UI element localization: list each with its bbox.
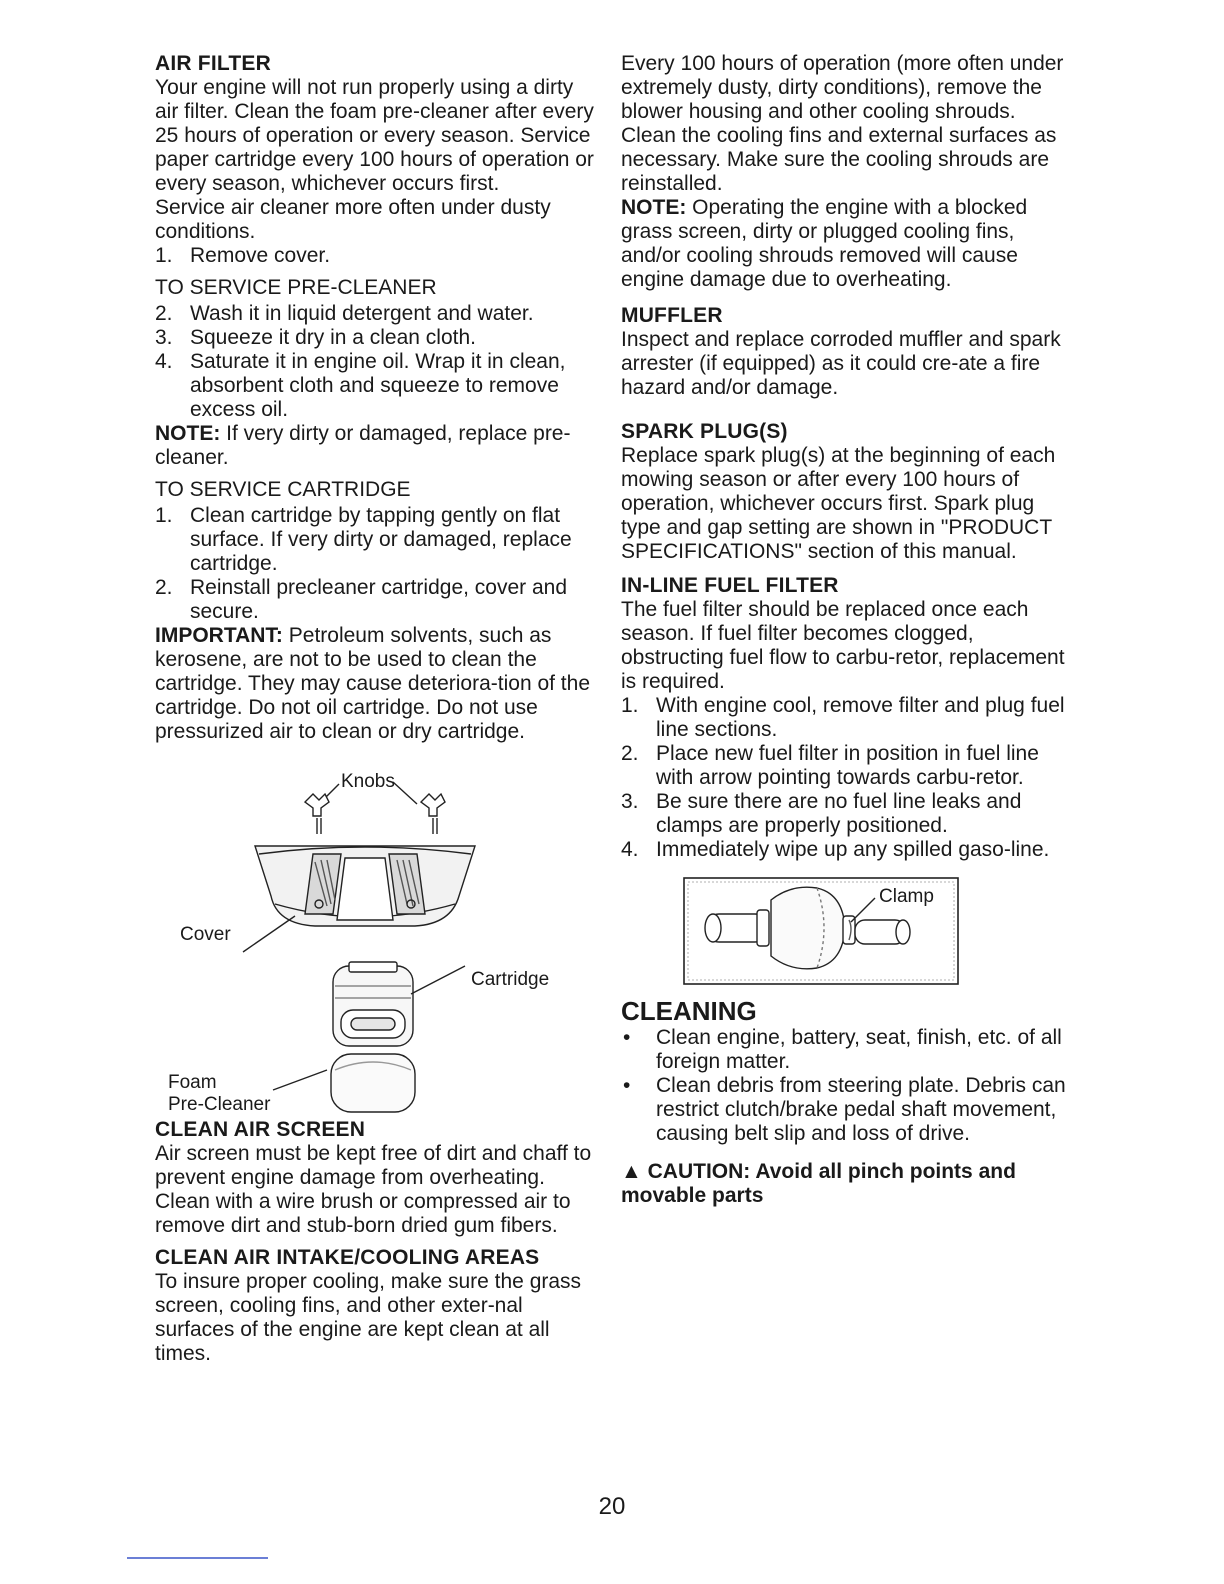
step-number: 3.: [621, 790, 639, 813]
step-item: [621, 742, 1066, 790]
cooling-text: Every 100 hours of operation (more often under extremely dusty, dirty conditions), remove the blower housing and other cooling shrouds. Clean the cooling fins and external surfaces as necessary. Make sure the cooling shrouds are reinstalled.: [621, 52, 1064, 195]
step-text: Be sure there are no fuel line leaks and clamps are properly positioned.: [656, 790, 1022, 837]
knobs-label: Knobs: [341, 771, 395, 792]
step-number: 4.: [621, 838, 639, 861]
air-screen-text: Air screen must be kept free of dirt and chaff to prevent engine damage from overheating. Clean with a wire brush or compressed air to remove dirt and stub-born dried gum fibers.: [155, 1142, 592, 1237]
intake-heading: CLEAN AIR INTAKE/COOLING AREAS: [155, 1246, 540, 1269]
cartridge-shape: [333, 962, 413, 1046]
foam-label: Foam: [168, 1072, 217, 1093]
step-item: [621, 694, 1066, 742]
remove-cover-step: [155, 244, 595, 268]
step-text: Clean cartridge by tapping gently on flat surface. If very dirty or damaged, replace cartridge.: [190, 504, 572, 575]
pre-cleaner-label: Pre-Cleaner: [168, 1094, 271, 1114]
step-text: Wash it in liquid detergent and water.: [190, 302, 534, 325]
step-number: 2.: [155, 302, 173, 325]
step-text: Immediately wipe up any spilled gaso-line.: [656, 838, 1050, 861]
spark-plug-heading: SPARK PLUG(S): [621, 420, 788, 443]
warning-triangle-icon: ▲: [621, 1160, 642, 1183]
air-filter-service-note: Service air cleaner more often under dusty conditions.: [155, 196, 551, 243]
cover-shape: [255, 846, 475, 926]
fuel-filter-illustration: [621, 876, 1066, 988]
pre-cleaner-subheading: TO SERVICE PRE-CLEANER: [155, 276, 437, 299]
left-knob-icon: [305, 794, 329, 834]
bullet-icon: •: [623, 1074, 631, 1097]
step-text: Place new fuel filter in position in fuel line with arrow pointing towards carbu-retor.: [656, 742, 1039, 789]
step-item: [155, 326, 595, 350]
step-number: 2.: [621, 742, 639, 765]
cleaning-heading: CLEANING: [621, 996, 757, 1026]
step-number: 1.: [155, 504, 173, 527]
right-column: [621, 52, 1066, 1208]
foam-pre-cleaner-shape: [331, 1054, 415, 1112]
note-text: If very dirty or damaged, replace pre-cleaner.: [155, 422, 571, 469]
bottom-rule: [127, 1557, 268, 1559]
cartridge-label: Cartridge: [471, 969, 550, 990]
step-item: [155, 302, 595, 326]
fuel-filter-heading: IN-LINE FUEL FILTER: [621, 574, 839, 597]
important-text: Petroleum solvents, such as kerosene, are not to be used to clean the cartridge. They may cause deteriora-tion of the cartridge. Do not oil cartridge. Do not use pressurized air to clean or dry cartridge.: [155, 624, 591, 743]
list-item-text: Clean debris from steering plate. Debris can restrict clutch/brake pedal shaft movement, causing belt slip and loss of drive.: [656, 1074, 1066, 1145]
note-label: NOTE:: [621, 196, 687, 219]
fuel-filter-steps: [621, 694, 1066, 862]
step-item: [621, 838, 1066, 862]
caution-text: CAUTION: Avoid all pinch points and movable parts: [621, 1160, 1016, 1207]
bullet-icon: •: [623, 1026, 631, 1049]
step-number: 2.: [155, 576, 173, 599]
air-screen-heading: CLEAN AIR SCREEN: [155, 1118, 366, 1141]
page-number: 20: [598, 1493, 626, 1520]
cartridge-subheading: TO SERVICE CARTRIDGE: [155, 478, 411, 501]
list-item-text: Clean engine, battery, seat, finish, etc. of all foreign matter.: [656, 1026, 1062, 1073]
pre-cleaner-note: [155, 422, 595, 470]
pre-cleaner-steps: [155, 302, 595, 422]
step-number: 1.: [621, 694, 639, 717]
note-label: NOTE:: [155, 422, 221, 445]
step-text: Saturate it in engine oil. Wrap it in clean, absorbent cloth and squeeze to remove excess oil.: [190, 350, 566, 421]
air-filter-heading: AIR FILTER: [155, 52, 271, 75]
step-item: [621, 790, 1066, 838]
important-note: [155, 624, 595, 744]
cooling-note: [621, 196, 1066, 292]
clamp-label: Clamp: [879, 886, 934, 907]
important-label: IMPORTANT:: [155, 624, 283, 647]
air-filter-intro: Your engine will not run properly using a dirty air filter. Clean the foam pre-cleaner after every 25 hours of operation or every season. Service paper cartridge every 100 hours of operation or every season, whichever occurs first.: [155, 76, 594, 195]
step-number: 1.: [155, 244, 173, 267]
list-item: [621, 1026, 1066, 1074]
step-number: 3.: [155, 326, 173, 349]
step-item: [155, 244, 595, 268]
step-item: [155, 350, 595, 422]
spark-plug-text: Replace spark plug(s) at the beginning of each mowing season or after every 100 hours of operation, whichever occurs first. Spark plug type and gap setting are shown in "PRODUCT SPECIFICATIONS" section of this manual.: [621, 444, 1056, 563]
step-text: Reinstall precleaner cartridge, cover and secure.: [190, 576, 568, 623]
step-text: With engine cool, remove filter and plug fuel line sections.: [656, 694, 1065, 741]
fuel-filter-text: The fuel filter should be replaced once each season. If fuel filter becomes clogged, obstructing fuel flow to carbu-retor, replacement is required.: [621, 598, 1065, 693]
step-text: Remove cover.: [190, 244, 331, 267]
muffler-heading: MUFFLER: [621, 304, 723, 327]
cartridge-steps: [155, 504, 595, 624]
cover-label: Cover: [180, 924, 231, 945]
fuel-filter-diagram: [621, 876, 1066, 988]
intake-text: To insure proper cooling, make sure the grass screen, cooling fins, and other exter-nal surfaces of the engine are kept clean at all times.: [155, 1270, 582, 1365]
note-text: Operating the engine with a blocked grass screen, dirty or plugged cooling fins, and/or cooling shrouds removed will cause engine damage due to overheating.: [621, 196, 1028, 291]
step-item: [155, 504, 595, 576]
step-number: 4.: [155, 350, 173, 373]
step-item: [155, 576, 595, 624]
caution-note: [621, 1160, 1066, 1208]
cleaning-list: [621, 1026, 1066, 1146]
step-text: Squeeze it dry in a clean cloth.: [190, 326, 477, 349]
muffler-text: Inspect and replace corroded muffler and spark arrester (if equipped) as it could cre-ate a fire hazard and/or damage.: [621, 328, 1061, 399]
right-knob-icon: [421, 794, 445, 834]
left-column: [155, 52, 595, 1366]
list-item: [621, 1074, 1066, 1146]
air-filter-diagram: [155, 754, 595, 1114]
air-filter-illustration: [155, 754, 595, 1114]
